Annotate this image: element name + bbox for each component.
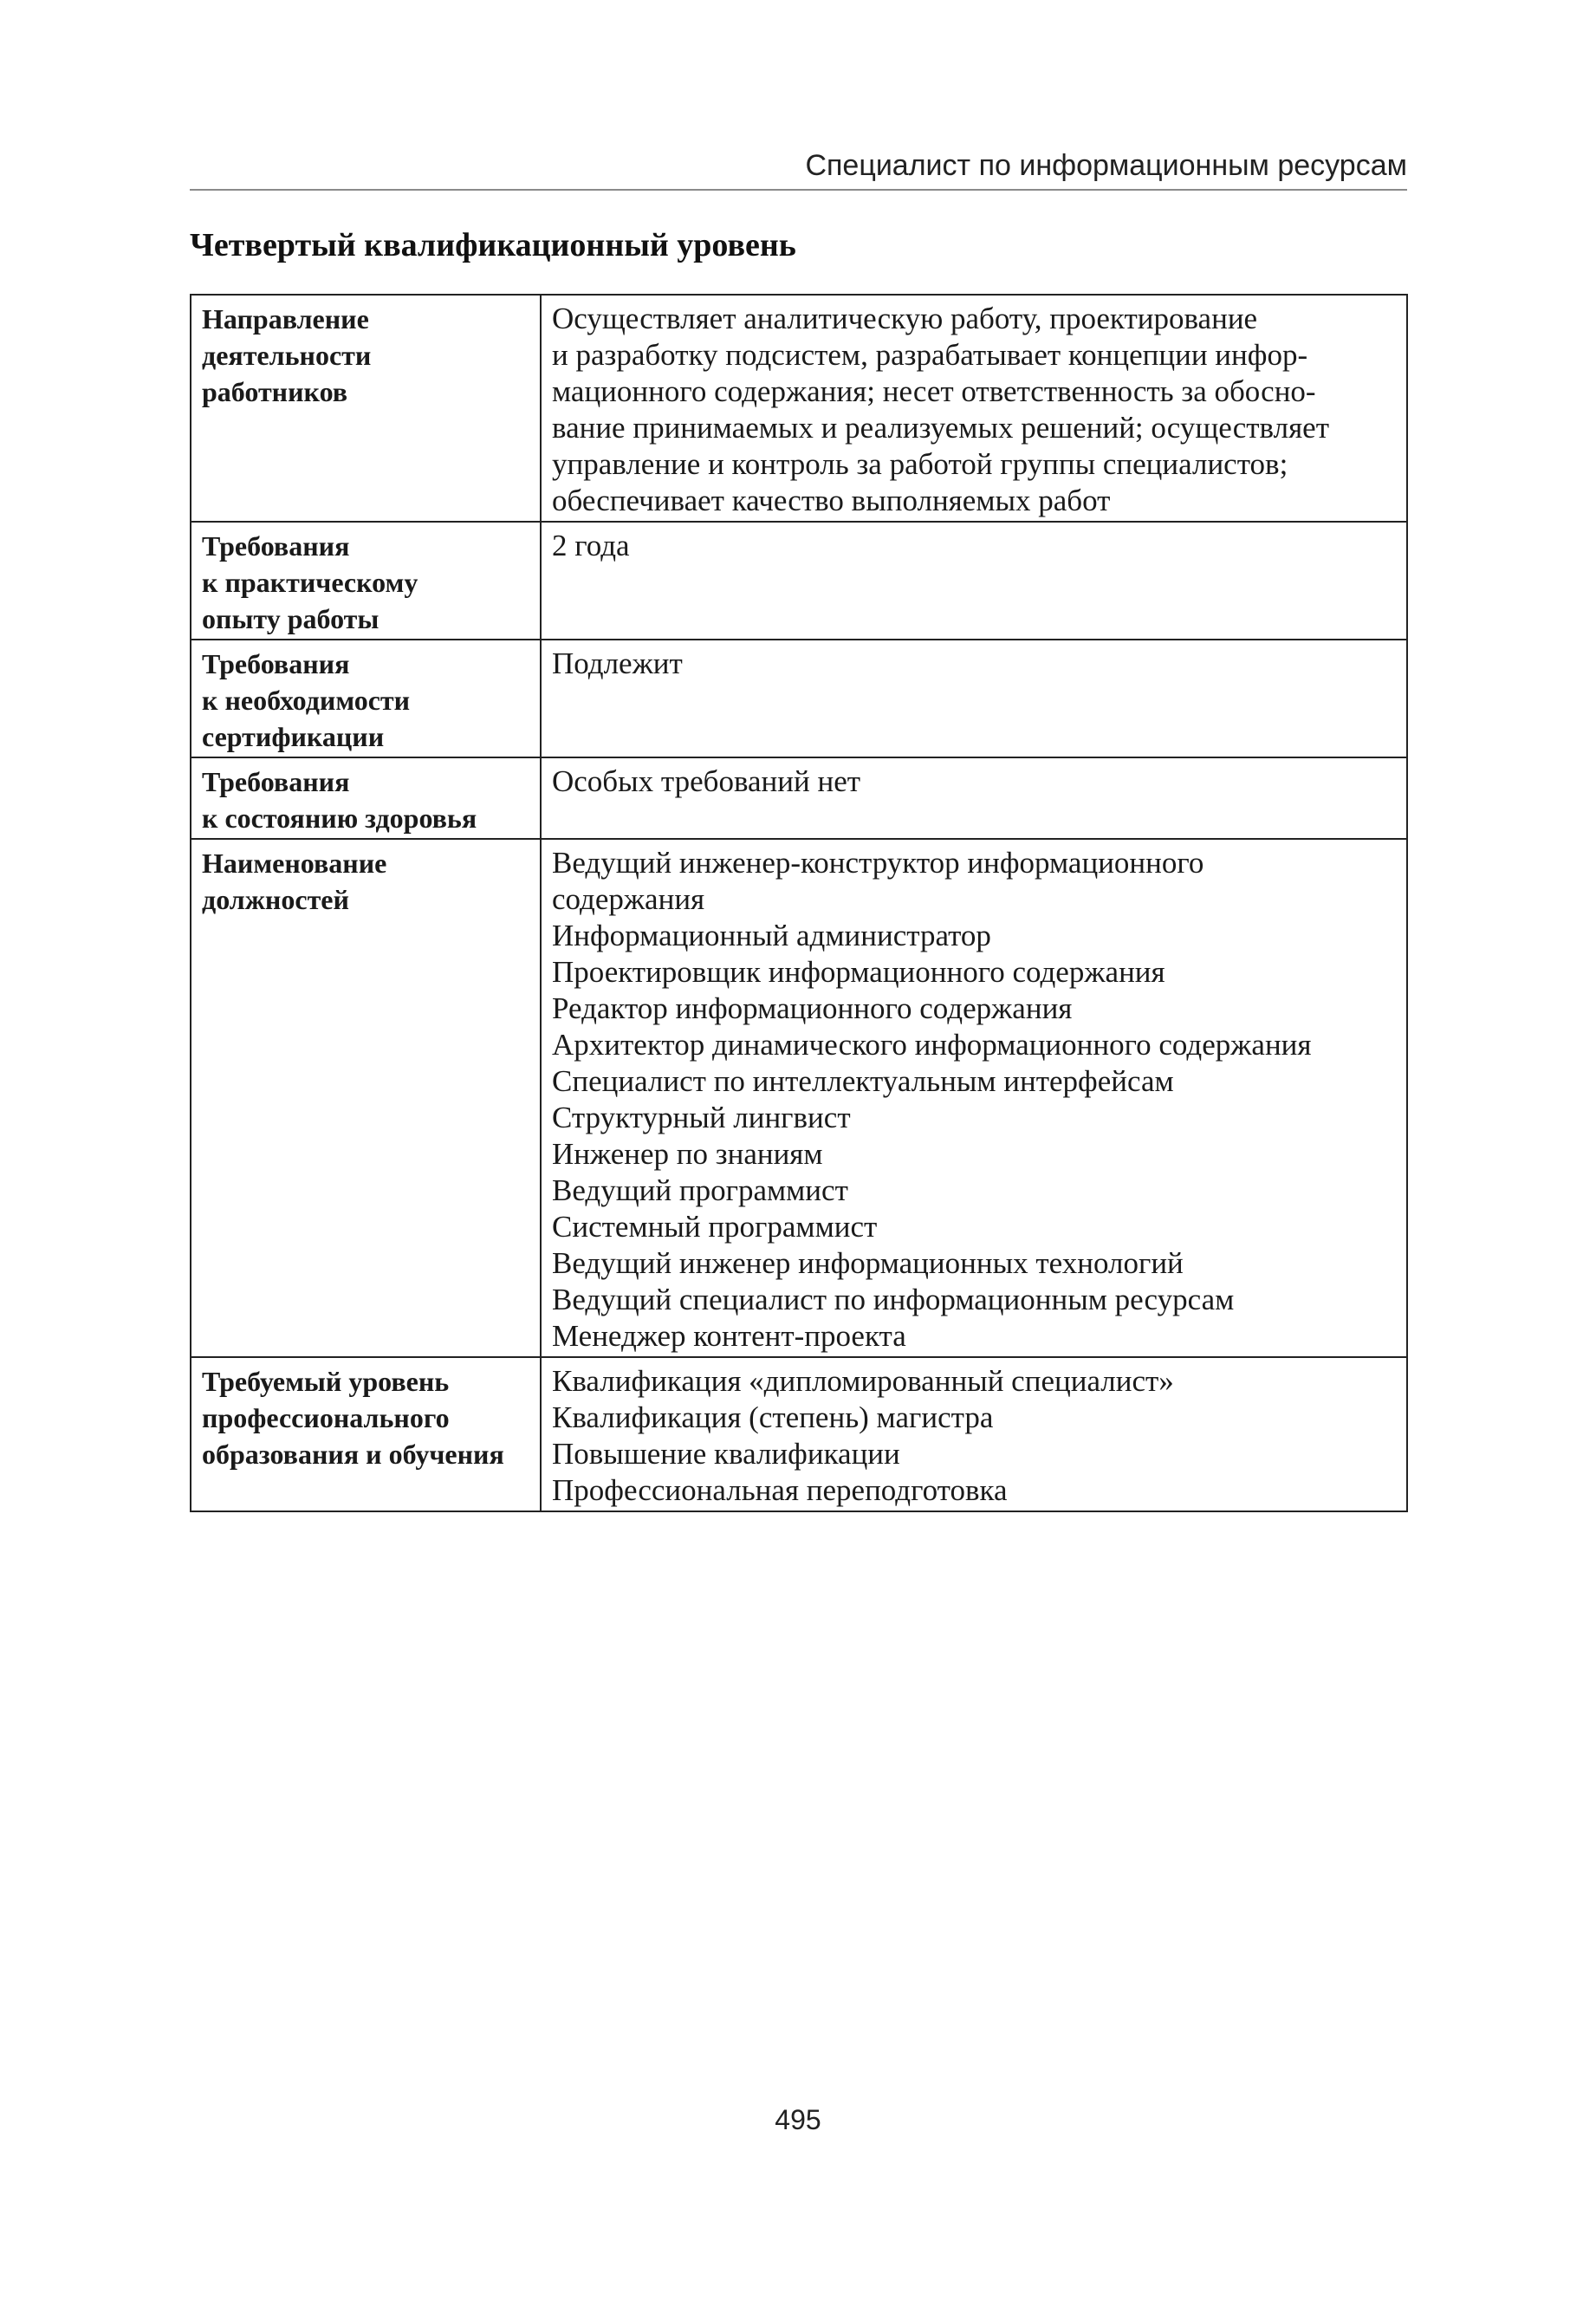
running-header [190,147,1407,191]
table-row [191,522,1407,640]
table-row [191,1357,1407,1511]
value-line: содержания [552,882,705,916]
row-value-experience [541,522,1407,640]
value-line: Ведущий специалист по информационным ресурсам [552,1283,1235,1316]
qualification-table [190,294,1408,1512]
value-line: Информационный администратор [552,919,991,952]
value-line: Структурный лингвист [552,1101,851,1134]
value-line: Системный программист [552,1210,878,1244]
label-line: Требуемый уровень [202,1366,450,1397]
label-line: сертификации [202,721,385,752]
row-value-positions [541,839,1407,1357]
row-label-activity [191,295,541,522]
table-row [191,640,1407,757]
label-line: деятельности [202,340,372,371]
value-line: Осуществляет аналитическую работу, проектирование [552,302,1258,335]
value-line: вание принимаемых и реализуемых решений; осуществляет [552,411,1329,445]
label-line: к практическому [202,567,418,598]
value-line: и разработку подсистем, разрабатывает концепции инфор- [552,338,1308,372]
value-line: Инженер по знаниям [552,1137,823,1171]
value-line: 2 года [552,529,630,562]
row-value-education [541,1357,1407,1511]
row-value-health [541,757,1407,839]
value-line: Ведущий инженер информационных технологий [552,1246,1184,1280]
row-value-activity [541,295,1407,522]
label-line: работников [202,376,348,407]
section-title: Четвертый квалификационный уровень [190,227,796,263]
label-line: к состоянию здоровья [202,802,477,834]
value-line: управление и контроль за работой группы специалистов; [552,447,1288,481]
table-row [191,839,1407,1357]
value-line: Проектировщик информационного содержания [552,955,1165,989]
row-label-experience [191,522,541,640]
label-line: Наименование [202,848,387,879]
label-line: Требования [202,648,350,679]
label-line: Требования [202,530,350,562]
value-line: Подлежит [552,646,683,680]
value-line: Профессиональная переподготовка [552,1473,1008,1507]
value-line: Квалификация (степень) магистра [552,1400,994,1434]
value-line: Ведущий инженер-конструктор информационного [552,846,1204,880]
value-line: Редактор информационного содержания [552,991,1073,1025]
page-number: 495 [775,2104,821,2135]
label-line: должностей [202,884,349,915]
value-line: мационного содержания; несет ответственность за обосно- [552,374,1316,408]
value-line: Квалификация «дипломированный специалист» [552,1364,1174,1398]
label-line: профессионального [202,1402,450,1433]
value-line: Повышение квалификации [552,1437,900,1471]
label-line: образования и обучения [202,1439,504,1470]
row-label-certification [191,640,541,757]
table-row [191,757,1407,839]
value-line: Специалист по интеллектуальным интерфейсам [552,1064,1174,1098]
value-line: Архитектор динамического информационного содержания [552,1028,1312,1062]
value-line: Менеджер контент-проекта [552,1319,906,1353]
value-line: Ведущий программист [552,1173,848,1207]
running-header-title: Специалист по информационным ресурсам [805,149,1407,182]
row-label-health [191,757,541,839]
label-line: Направление [202,303,369,335]
label-line: опыту работы [202,603,380,634]
value-line: Особых требований нет [552,764,861,798]
row-label-positions [191,839,541,1357]
row-label-education [191,1357,541,1511]
value-line: обеспечивает качество выполняемых работ [552,484,1111,517]
table-row [191,295,1407,522]
label-line: Требования [202,766,350,797]
label-line: к необходимости [202,685,411,716]
row-value-certification [541,640,1407,757]
